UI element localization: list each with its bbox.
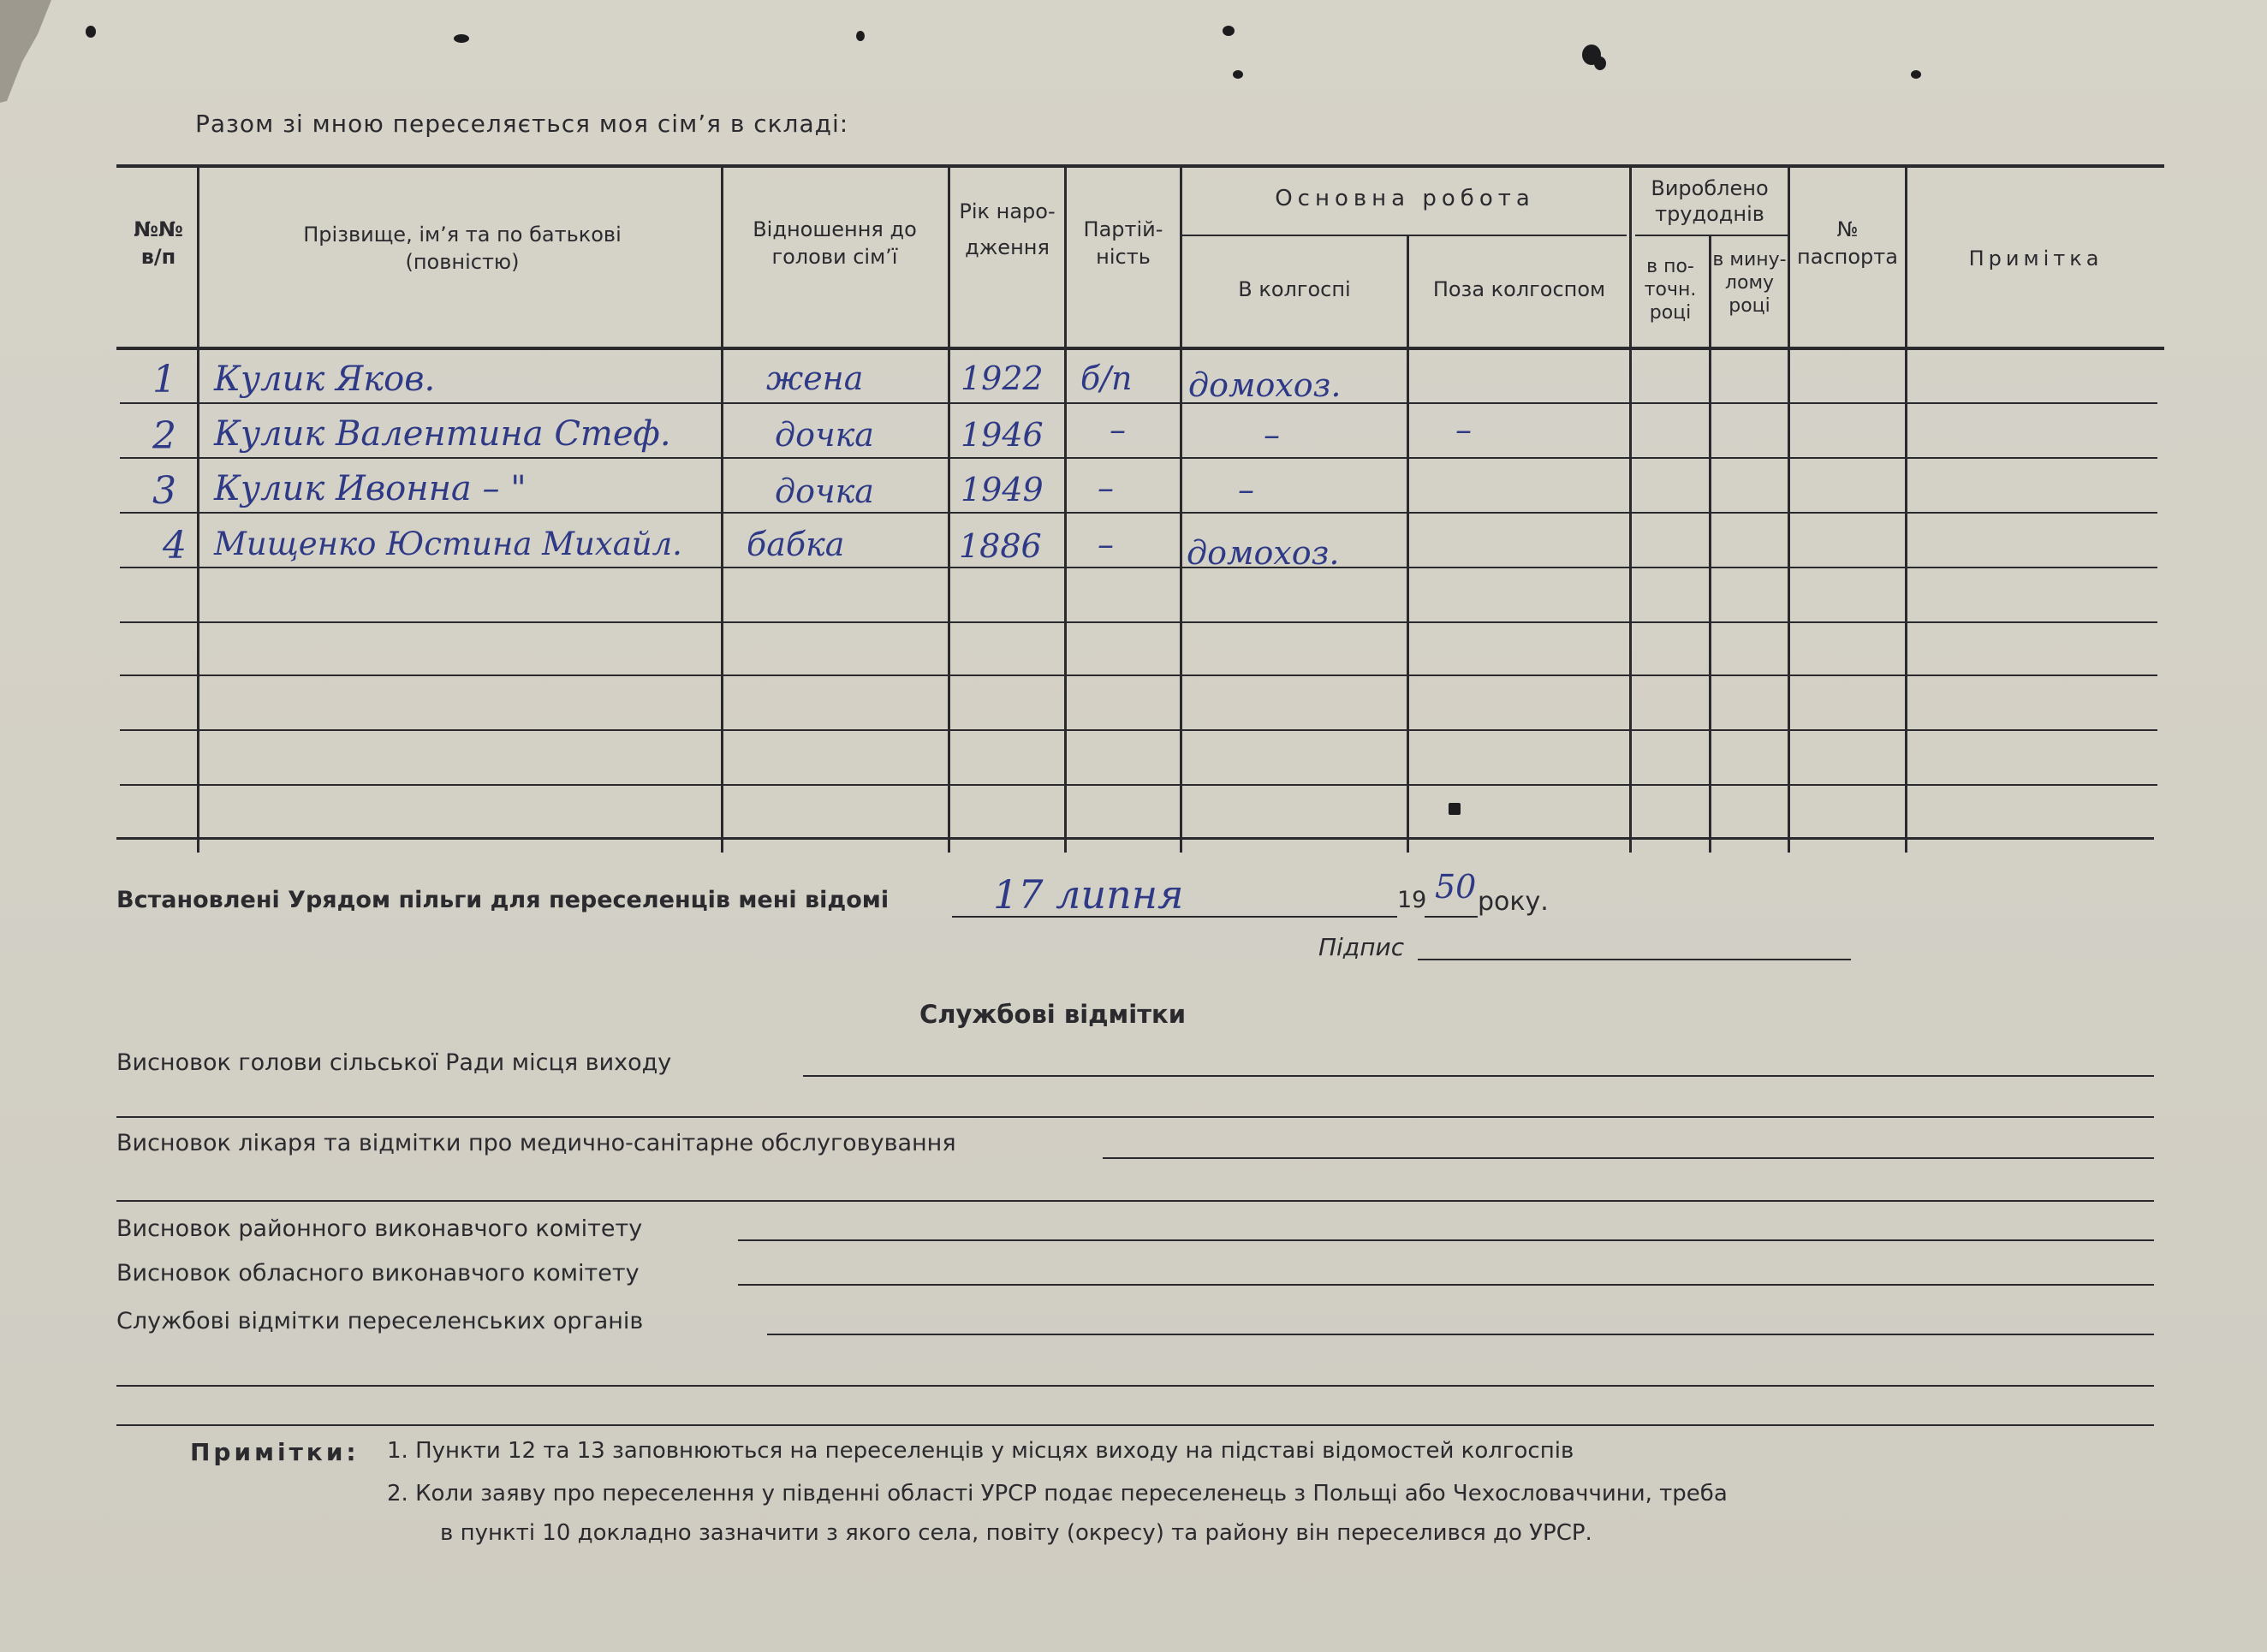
row-3-name: Кулик Ивонна – " xyxy=(214,469,527,508)
service-field-2-line xyxy=(1103,1157,2154,1159)
speck xyxy=(1594,56,1606,70)
speck xyxy=(856,31,865,41)
row-2-outside-kolhosp: – xyxy=(1455,411,1472,449)
privileges-date: 17 липня xyxy=(993,871,1184,918)
main-work-rule xyxy=(1181,235,1627,236)
service-field-5-line xyxy=(767,1334,2154,1335)
header-year: Рік наро- дження xyxy=(959,199,1056,259)
row-3-year: 1949 xyxy=(961,471,1044,508)
row-4-relation: бабка xyxy=(747,526,845,563)
note-1: 1. Пункти 12 та 13 заповнюються на переселенців у місцях виходу на підставі відомостей колгоспів xyxy=(387,1438,1574,1464)
row-3-relation: дочка xyxy=(775,472,874,510)
speck xyxy=(1911,70,1921,79)
service-field-1-line xyxy=(803,1075,2154,1077)
note-2: 2. Коли заяву про переселення у південні області УРСР подає переселенець з Польщі або Чехословаччини, треба xyxy=(387,1481,1728,1506)
service-blank-line xyxy=(116,1385,2154,1387)
row-2-year: 1946 xyxy=(961,416,1044,454)
service-field-1-label: Висновок голови сільської Ради місця виходу xyxy=(116,1049,672,1076)
service-blank-line xyxy=(116,1424,2154,1426)
row-3-num: 3 xyxy=(152,469,176,513)
header-outside-kolhosp: Поза колгоспом xyxy=(1432,277,1606,301)
service-title: Службові відмітки xyxy=(919,1000,1187,1029)
service-field-4-label: Висновок обласного виконавчого комітету xyxy=(116,1260,640,1287)
row-rule xyxy=(120,621,2157,623)
header-note: Примітка xyxy=(1968,247,2103,270)
row-4-num: 4 xyxy=(163,524,187,568)
row-rule xyxy=(120,674,2157,676)
row-rule xyxy=(120,457,2157,459)
torn-corner xyxy=(0,0,51,103)
row-1-num: 1 xyxy=(152,358,176,401)
row-4-year: 1886 xyxy=(959,527,1042,565)
row-2-name: Кулик Валентина Стеф. xyxy=(214,414,671,454)
header-last-year: в мину- лому році xyxy=(1712,249,1787,317)
row-2-in-kolhosp: – xyxy=(1264,416,1280,454)
row-4-party: – xyxy=(1098,526,1114,563)
row-1-relation: жена xyxy=(766,360,864,397)
speck xyxy=(454,34,469,43)
service-blank-line xyxy=(116,1116,2154,1118)
row-1-party: б/п xyxy=(1080,360,1133,397)
service-field-3-label: Висновок районного виконавчого комітету xyxy=(116,1215,643,1242)
row-3-party: – xyxy=(1098,469,1114,507)
workdays-rule xyxy=(1635,235,1789,236)
row-2-relation: дочка xyxy=(775,416,874,454)
column-rule xyxy=(1709,236,1711,853)
year-handwritten: 50 xyxy=(1435,868,1477,906)
service-field-3-line xyxy=(738,1239,2154,1241)
row-4-name: Мищенко Юстина Михайл. xyxy=(214,526,682,562)
signature-label: Підпис xyxy=(1318,933,1405,961)
intro-text: Разом зі мною переселяється моя сім’я в складі: xyxy=(195,110,849,138)
column-rule xyxy=(1788,168,1790,853)
header-relation: Відношення до голови сім’ї xyxy=(753,217,917,269)
row-rule xyxy=(120,512,2157,514)
table-top-rule xyxy=(116,164,2164,168)
header-passport: № паспорта xyxy=(1797,217,1898,269)
note-3: в пункті 10 докладно зазначити з якого села, повіту (окресу) та району він переселився до УРСР. xyxy=(440,1520,1592,1546)
column-rule xyxy=(721,168,723,853)
row-1-name: Кулик Яков. xyxy=(214,360,436,399)
row-rule xyxy=(120,784,2157,786)
header-party: Партій- ність xyxy=(1083,217,1163,269)
service-blank-line xyxy=(116,1200,2154,1202)
speck xyxy=(1449,803,1461,815)
speck xyxy=(1233,70,1243,79)
row-rule xyxy=(120,567,2157,568)
header-main-work: Основна робота xyxy=(1275,186,1535,211)
column-rule xyxy=(1180,168,1182,853)
column-rule xyxy=(1064,168,1067,853)
header-name: Прізвище, ім’я та по батькові (повністю) xyxy=(303,223,622,274)
speck xyxy=(1223,26,1235,36)
speck xyxy=(86,26,96,38)
table-bottom-rule xyxy=(116,837,2154,840)
column-rule xyxy=(197,168,199,853)
row-2-party: – xyxy=(1110,411,1126,449)
signature-line xyxy=(1418,959,1851,960)
year-suffix: року. xyxy=(1478,887,1549,917)
header-num: №№ в/п xyxy=(134,217,183,269)
row-4-in-kolhosp: домохоз. xyxy=(1187,534,1340,572)
column-rule xyxy=(1407,236,1409,853)
header-in-kolhosp: В колгоспі xyxy=(1238,277,1351,301)
column-rule xyxy=(948,168,950,853)
service-field-2-label: Висновок лікаря та відмітки про медично-санітарне обслуговування xyxy=(116,1130,956,1156)
row-1-in-kolhosp: домохоз. xyxy=(1188,366,1342,404)
row-rule xyxy=(120,402,2157,404)
row-3-in-kolhosp: – xyxy=(1238,471,1254,508)
year-prefix: 19 xyxy=(1397,887,1427,913)
row-1-year: 1922 xyxy=(961,360,1044,397)
header-current-year: в по- точн. році xyxy=(1644,256,1697,324)
row-2-num: 2 xyxy=(152,414,176,458)
notes-label: Примітки: xyxy=(190,1438,360,1466)
service-field-5-label: Службові відмітки переселенських органів xyxy=(116,1308,644,1334)
service-field-4-line xyxy=(738,1284,2154,1286)
table-header-rule xyxy=(116,347,2164,350)
header-workdays: Вироблено трудоднів xyxy=(1651,176,1769,226)
row-rule xyxy=(120,729,2157,731)
privileges-label: Встановлені Урядом пільги для переселенців мені відомі xyxy=(116,887,890,913)
year-line xyxy=(1425,916,1478,918)
